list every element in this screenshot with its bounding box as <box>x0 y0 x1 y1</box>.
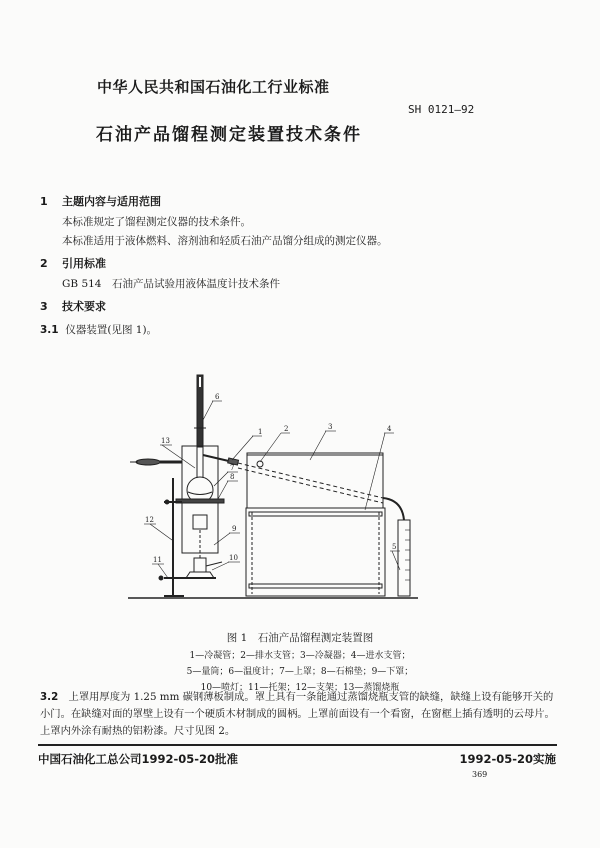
label-6: 6 <box>215 393 220 401</box>
condenser-bath <box>247 453 383 508</box>
label-4: 4 <box>387 425 392 433</box>
burner <box>194 558 206 572</box>
bath-frame <box>246 508 385 596</box>
figure-legend-line: 5—量筒；6—温度计；7—上罩；8—石棉垫；9—下罩； <box>186 667 414 677</box>
reference-item: GB 514 石油产品试验用液体温度计技术条件 <box>62 278 280 290</box>
label-1: 1 <box>258 428 263 436</box>
section-1-heading: 1 主题内容与适用范围 <box>40 195 161 208</box>
label-10: 10 <box>229 554 238 562</box>
figure-caption: 图 1 石油产品馏程测定装置图 <box>226 632 374 644</box>
paragraph: 本标准规定了馏程测定仪器的技术条件。 <box>62 216 251 228</box>
footer-rule <box>38 744 557 746</box>
document-title: 石油产品馏程测定装置技术条件 <box>96 125 362 145</box>
label-12: 12 <box>145 516 154 524</box>
figure-legend-line: 10—喷灯；11—托架；12—支架；13—蒸馏烧瓶 <box>200 683 400 693</box>
label-8: 8 <box>230 473 235 481</box>
label-3: 3 <box>328 423 333 431</box>
label-11: 11 <box>153 556 162 564</box>
label-13: 13 <box>161 437 170 445</box>
graduated-cylinder <box>398 520 410 596</box>
label-5: 5 <box>392 543 397 551</box>
clause-3-2: 3.2 上罩用厚度为 1.25 mm 碳钢薄板制成。罩上具有一条能通过蒸馏烧瓶支管的缺缝，缺缝上设有能够开关的小门。在缺缝对面的罩壁上设有一个硬质木材制成的圆柄。上罩前面设有一个看窗，在窗框上插有透明的云母片。上罩内外涂有耐热的铝粉漆。尺寸见图 2。 <box>40 691 555 737</box>
section-2-heading: 2 引用标准 <box>40 257 106 270</box>
asbestos-pad <box>176 499 224 503</box>
standard-code: SH 0121—92 <box>408 103 475 116</box>
section-3-heading: 3 技术要求 <box>40 300 106 313</box>
page-number: 369 <box>472 770 488 779</box>
clause-3-1: 3.1 仪器装置(见图 1)。 <box>40 324 158 336</box>
standard-category: 中华人民共和国石油化工行业标准 <box>97 78 330 96</box>
label-2: 2 <box>284 425 289 433</box>
paragraph: 本标准适用于液体燃料、溶剂油和轻质石油产品馏分组成的测定仪器。 <box>62 235 388 247</box>
label-7: 7 <box>230 464 235 472</box>
figure-legend-line: 1—冷凝管；2—排水支管；3—冷凝器；4—进水支管； <box>189 651 411 661</box>
approval-info: 中国石油化工总公司1992-05-20批准 <box>38 752 239 766</box>
effective-date: 1992-05-20实施 <box>459 752 556 766</box>
label-9: 9 <box>232 525 237 533</box>
wooden-handle <box>136 459 160 465</box>
